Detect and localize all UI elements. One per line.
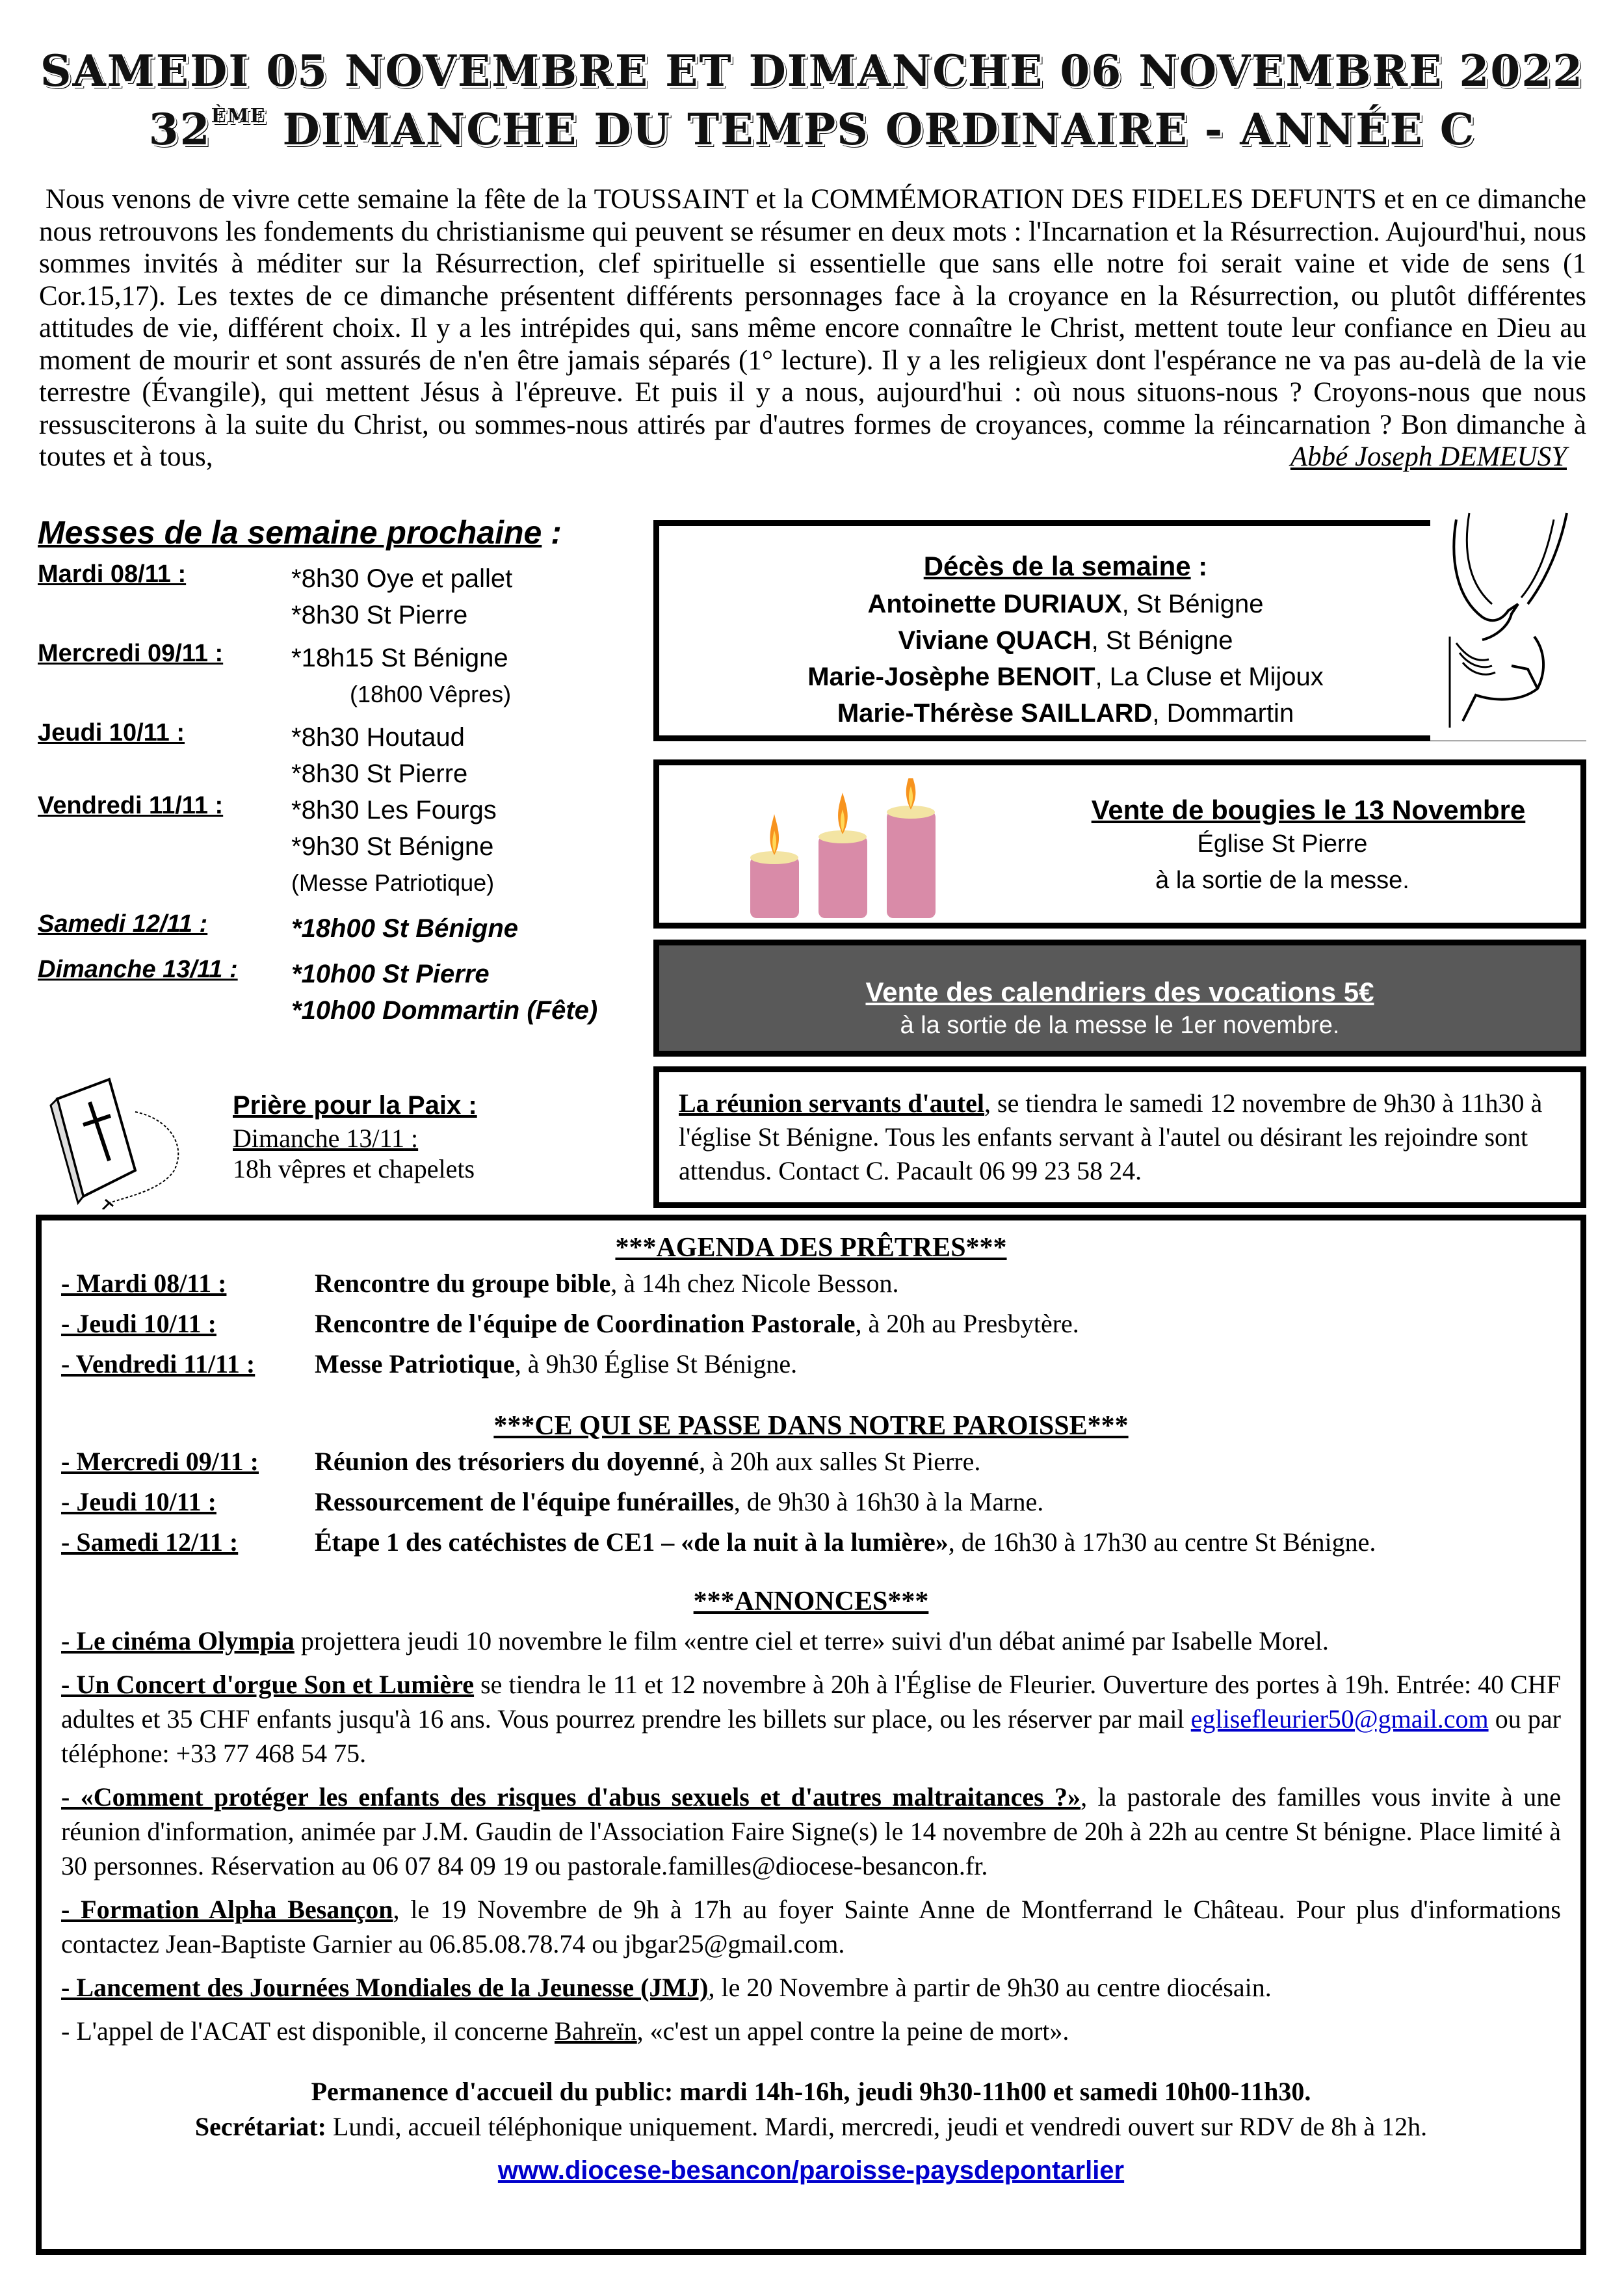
mass-times [291,560,512,633]
deces-person [659,695,1472,732]
page-subtitle [0,104,1624,155]
agenda-day: - Mardi 08/11 : [61,1269,227,1298]
mass-row [38,719,623,792]
candles-icon [737,778,997,921]
agenda-event: Messe Patriotique [315,1349,515,1378]
agenda-pretres-list [42,1263,1580,1384]
deces-title-text: Décès de la semaine [923,551,1191,581]
annonce-text: , «c'est un appel contre la peine de mort». [636,2016,1069,2046]
deces-person [659,659,1472,695]
agenda-pretres-title-text: ***AGENDA DES PRÊTRES*** [615,1233,1007,1263]
messes-title-suffix: : [542,514,562,551]
mass-day: Samedi 12/11 : [38,910,208,938]
annonce-item [61,2014,1561,2048]
mass-times [291,719,467,792]
annonce-item [61,1667,1561,1771]
calendriers-line: à la sortie de la messe le 1er novembre. [900,1012,1340,1039]
annonce-text: projettera jeudi 10 novembre le film «entre ciel et terre» suivi d'un débat animé par Isabelle Morel. [294,1626,1329,1655]
annonce-highlight: - Un Concert d'orgue Son et Lumière [61,1670,475,1699]
priere-text [233,1091,477,1184]
mass-times [291,792,497,901]
mass-time: *8h30 Houtaud [291,723,465,752]
bougies-location: Église St Pierre [1197,830,1368,858]
agenda-row [42,1522,1580,1562]
calendriers-text [659,977,1580,1043]
deces-name: Antoinette DURIAUX [867,590,1122,618]
deces-name: Viviane QUACH [898,626,1092,655]
signature: Abbé Joseph DEMEUSY [1290,442,1567,472]
agenda-event: Réunion des trésoriers du doyenné [315,1447,700,1476]
mass-time: *18h15 St Bénigne [291,644,508,672]
secretariat-line [42,2109,1580,2144]
mass-note: (18h00 Vêpres) [350,681,512,707]
paroisse-title [42,1410,1580,1442]
messes-title-text: Messes de la semaine prochaine [38,514,542,551]
mass-day: Mardi 08/11 : [38,560,187,588]
annonces-list [42,1624,1580,2048]
agenda-text [315,1263,898,1304]
mass-day: Vendredi 11/11 : [38,792,224,819]
mass-row [38,640,623,713]
agenda-detail: , à 20h aux salles St Pierre. [699,1447,981,1476]
calendriers-box [653,940,1586,1057]
mass-times [291,956,597,1029]
sunday-ordinal: ÈME [211,105,267,127]
agenda-day: - Jeudi 10/11 : [61,1309,216,1338]
dove-in-hand-icon [1430,507,1586,741]
reunion-text [679,1087,1561,1188]
annonce-item [61,1970,1561,2005]
deces-title [659,551,1472,582]
paroisse-title-text: ***CE QUI SE PASSE DANS NOTRE PAROISSE*** [493,1411,1129,1441]
mass-times [291,910,518,947]
priere-title: Prière pour la Paix : [233,1091,477,1120]
agenda-text [315,1304,1079,1344]
mass-day: Dimanche 13/11 : [38,956,238,983]
messes-list [38,560,623,1029]
agenda-detail: , de 16h30 à 17h30 au centre St Bénigne. [948,1527,1376,1557]
reunion-body: , se tiendra le samedi 12 novembre de 9h30 à 11h30 à l'église St Bénigne. Tous les enfants servant à l'autel ou désirant les rejoindre sont attendus. Contact C. Pacault 06 99 23 58 24. [679,1088,1543,1185]
annonces-title [42,1586,1580,1617]
deces-place: , St Bénigne [1091,626,1233,655]
bible-rosary-icon [38,1073,213,1209]
agenda-day: - Samedi 12/11 : [61,1527,239,1557]
mass-row [38,956,623,1029]
priere-date-suffix: : [404,1124,419,1153]
secretariat-text: Lundi, accueil téléphonique uniquement. Mardi, mercredi, jeudi et vendredi ouvert sur RDV de 8h à 12h. [326,2112,1428,2141]
mass-times [291,640,511,713]
reunion-box [653,1066,1586,1208]
annonce-email-link[interactable]: eglisefleurier50@gmail.com [1190,1704,1489,1734]
annonce-item [61,1892,1561,1961]
messes-title [38,514,623,551]
mass-day: Mercredi 09/11 : [38,640,224,667]
deces-name: Marie-Thérèse SAILLARD [837,699,1153,728]
agenda-text [315,1522,1376,1562]
website-link[interactable]: www.diocese-besancon/paroisse-paysdepontarlier [497,2156,1125,2185]
messes-section [38,514,623,1029]
reunion-title: La réunion servants d'autel [679,1088,985,1118]
sunday-number: 32 [148,104,211,155]
agenda-event: Rencontre de l'équipe de Coordination Pastorale [315,1309,856,1338]
agenda-event: Ressourcement de l'équipe funérailles [315,1487,734,1516]
page-title: SAMEDI 05 NOVEMBRE ET DIMANCHE 06 NOVEMBRE 2022 [40,46,1584,96]
calendriers-title: Vente des calendriers des vocations 5€ [865,977,1374,1007]
agenda-day: - Vendredi 11/11 : [61,1349,255,1378]
agenda-row [42,1263,1580,1304]
agenda-detail: , à 14h chez Nicole Besson. [610,1269,899,1298]
agenda-detail: , à 20h au Presbytère. [855,1309,1079,1338]
annonce-highlight: - Lancement des Journées Mondiales de la Jeunesse (JMJ) [61,1973,709,2002]
agenda-row [42,1304,1580,1344]
agenda-detail: , à 9h30 Église St Bénigne. [514,1349,798,1378]
footer-info [42,2074,1580,2144]
agenda-row [42,1482,1580,1522]
mass-row [38,910,623,947]
annonce-highlight: - Formation Alpha Besançon [61,1895,393,1924]
agenda-pretres-title [42,1232,1580,1263]
deces-place: , St Bénigne [1121,590,1264,618]
annonce-text: se tiendra le 11 et 12 novembre à 20h à l'Église de Fleurier. Ouverture des portes à 19h. Entrée: 40 CHF adultes et 35 CHF enfants jusqu'à 16 ans. Vous pourrez prendre les billets sur place, ou les réserver par mail [61,1670,1561,1734]
mass-time: *8h30 St Pierre [291,601,468,629]
deces-person [659,622,1472,659]
agenda-event: Rencontre du groupe bible [315,1269,611,1298]
deces-list [659,586,1472,732]
annonce-item [61,1780,1561,1883]
mass-note: (Messe Patriotique) [291,869,495,896]
annonce-highlight: - «Comment protéger les enfants des risques d'abus sexuels et d'autres maltraitances ?» [61,1782,1081,1812]
annonce-highlight: - Le cinéma Olympia [61,1626,295,1655]
mass-time: *10h00 St Pierre [291,960,490,988]
secretariat-label: Secrétariat: [194,2112,326,2141]
annonce-text: , le 20 Novembre à partir de 9h30 au centre diocésain. [708,1973,1272,2002]
mass-row [38,560,623,633]
agenda-text [315,1482,1043,1522]
priere-date [233,1123,477,1154]
agenda-text [315,1344,797,1384]
permanence-line: Permanence d'accueil du public: mardi 14h-16h, jeudi 9h30-11h00 et samedi 10h00-11h30. [311,2077,1311,2106]
annonce-text: , la pastorale des familles vous invite à une réunion d'information, animée par J.M. Gaudin de l'Association Faire Signe(s) le 14 novembre de 20h à 22h au centre St bénigne. Place limité à 30 personnes. Réservation au 06 07 84 09 19 ou pastorale.familles@diocese-besancon.fr. [61,1782,1561,1880]
mass-time: *10h00 Dommartin (Fête) [291,996,598,1025]
agenda-day: - Jeudi 10/11 : [61,1487,216,1516]
bougies-time: à la sortie de la messe. [1155,867,1409,894]
mass-day: Jeudi 10/11 : [38,719,185,746]
deces-place: , Dommartin [1152,699,1294,728]
annonce-pre: - L'appel de l'ACAT est disponible, il concerne [61,2016,555,2046]
agenda-box [36,1215,1586,2255]
bougies-text [997,795,1567,899]
annonce-text: , le 19 Novembre de 9h à 17h au foyer Sainte Anne de Montferrand le Château. Pour plus d'informations contactez Jean-Baptiste Garnier au 06.85.08.78.74 ou jbgar25@gmail.com. [61,1895,1561,1958]
agenda-detail: , de 9h30 à 16h30 à la Marne. [733,1487,1044,1516]
deces-box [653,520,1586,741]
mass-time: *9h30 St Bénigne [291,832,494,861]
annonce-item [61,1624,1561,1658]
agenda-row [42,1442,1580,1482]
deces-title-suffix: : [1190,551,1208,581]
annonce-underline: Bahreïn [555,2016,637,2046]
mass-time: *8h30 Oye et pallet [291,564,513,593]
deces-place: , La Cluse et Mijoux [1095,663,1324,691]
mass-row [38,792,623,901]
deces-name: Marie-Josèphe BENOIT [807,663,1095,691]
intro-text: Nous venons de vivre cette semaine la fête de la TOUSSAINT et la COMMÉMORATION DES FIDELES DEFUNTS et en ce dimanche nous retrouvons les fondements du christianisme qui peuvent se résumer en deux mots : l'Incarnation et la Résurrection. Aujourd'hui, nous sommes invités à méditer sur la Résurrection, clef spirituelle si essentielle que sans elle notre foi serait vaine et vide de sens (1 Cor.15,17). Les textes de ce dimanche présentent différents personnages face à la croyance en la Résurrection, ou plutôt différentes attitudes de vie, différent choix. Il y a les intrépides qui, sans même encore connaître le Christ, mettent toute leur confiance en Dieu au moment de mourir et sont assurés de n'en être jamais séparés (1° lecture). Il y a les religieux dont l'espérance ne va pas au-delà de la vie terrestre (Évangile), qui mettent Jésus à l'épreuve. Et puis il y a nous, aujourd'hui : où nous situons-nous ? Croyons-nous que nous ressusciterons à la suite du Christ, ou sommes-nous attirés par d'autres formes de croyances, comme la réincarnation ? Bon dimanche à toutes et à tous, [39,184,1586,472]
mass-time: *18h00 St Bénigne [291,914,519,943]
deces-content [659,551,1472,732]
paroisse-list [42,1442,1580,1562]
priere-date-text: Dimanche 13/11 [233,1124,405,1153]
deces-person [659,586,1472,622]
priere-detail: 18h vêpres et chapelets [233,1154,475,1183]
annonces-title-text: ***ANNONCES*** [693,1587,929,1616]
mass-time: *8h30 St Pierre [291,759,468,788]
mass-time: *8h30 Les Fourgs [291,796,497,824]
agenda-row [42,1344,1580,1384]
priere-section [38,1060,623,1209]
agenda-event: Étape 1 des catéchistes de CE1 – «de la nuit à la lumière» [315,1527,949,1557]
bougies-box [653,759,1586,929]
intro-paragraph [39,183,1586,473]
subtitle-rest: DIMANCHE DU TEMPS ORDINAIRE - ANNÉE C [266,104,1476,155]
agenda-text [315,1442,980,1482]
bougies-title: Vente de bougies le 13 Novembre [1091,795,1526,825]
annonce-after: ou par téléphone: +33 77 468 54 75. [61,1704,1561,1768]
agenda-day: - Mercredi 09/11 : [61,1447,259,1476]
